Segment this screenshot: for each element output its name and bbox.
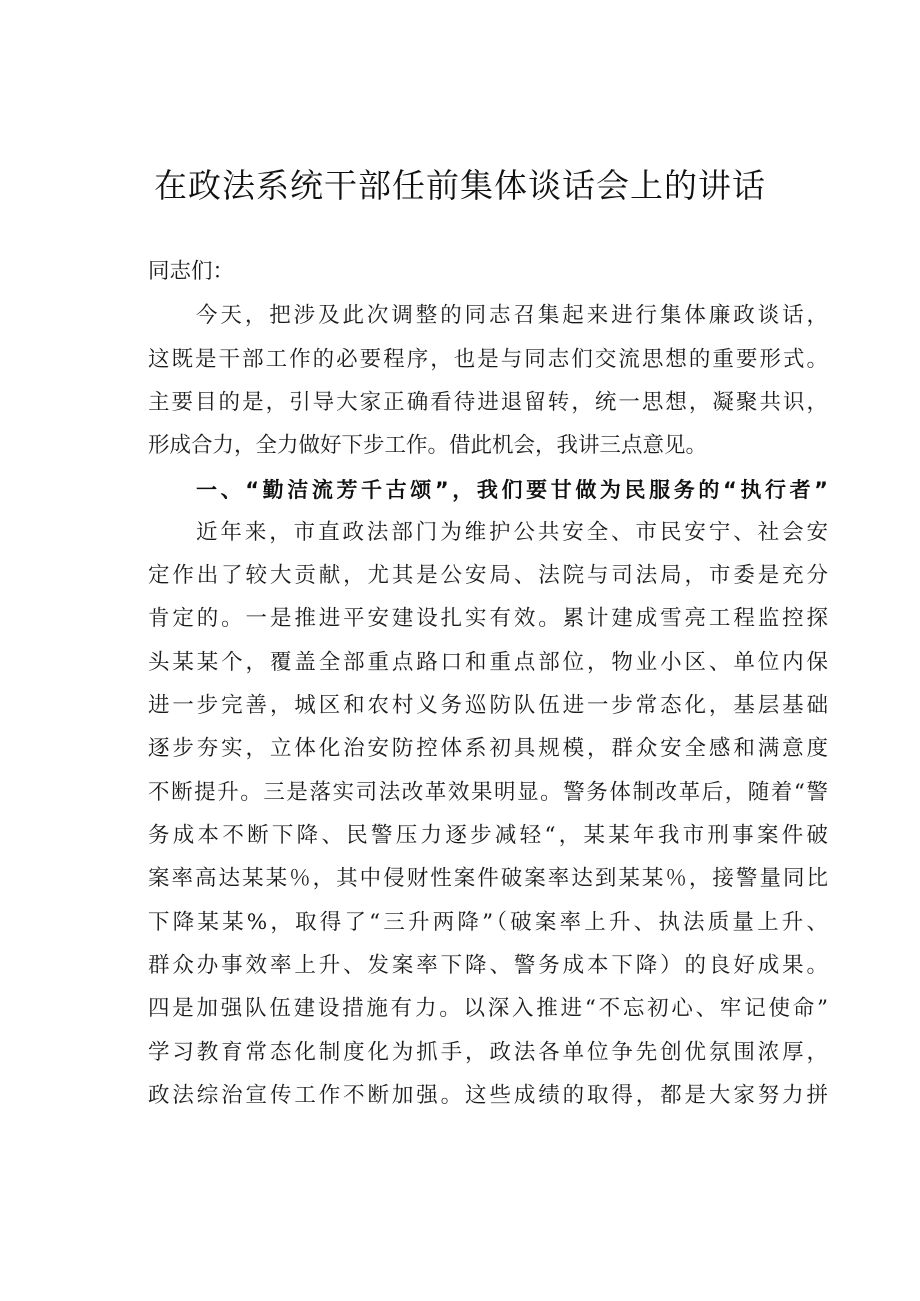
paragraph-line: 进一步完善，城区和农村义务巡防队伍进一步常态化，基层基础 xyxy=(148,693,828,718)
paragraph-line: 群众办事效率上升、发案率下降、警务成本下降）的良好成果。 xyxy=(148,953,828,978)
paragraph-line: 政法综治宣传工作不断加强。这些成绩的取得，都是大家努力拼 xyxy=(148,1083,828,1108)
paragraph-line: 下降某某%，取得了“三升两降”（破案率上升、执法质量上升、 xyxy=(148,910,828,935)
paragraph-line: 逐步夯实，立体化治安防控体系初具规模，群众安全感和满意度 xyxy=(148,736,828,761)
document-title: 在政法系统干部任前集体谈话会上的讲话 xyxy=(154,166,766,205)
salutation: 同志们： xyxy=(148,259,235,284)
paragraph-line: 这既是干部工作的必要程序，也是与同志们交流思想的重要形式。 xyxy=(148,347,828,372)
paragraph-line: 肯定的。一是推进平安建设扎实有效。累计建成雪亮工程监控探 xyxy=(148,606,828,631)
paragraph-line: 主要目的是，引导大家正确看待进退留转，统一思想，凝聚共识， xyxy=(148,390,828,415)
paragraph-line: 务成本不断下降、民警压力逐步减轻“，某某年我市刑事案件破 xyxy=(148,823,828,848)
paragraph-line: 学习教育常态化制度化为抓手，政法各单位争先创优氛围浓厚， xyxy=(148,1040,828,1065)
paragraph-line: 今天，把涉及此次调整的同志召集起来进行集体廉政谈话， xyxy=(196,303,828,328)
paragraph-line: 近年来，市直政法部门为维护公共安全、市民安宁、社会安 xyxy=(196,520,828,545)
paragraph-line: 案率高达某某％，其中侵财性案件破案率达到某某％，接警量同比 xyxy=(148,866,828,891)
paragraph-line: 形成合力，全力做好下步工作。借此机会，我讲三点意见。 xyxy=(148,433,708,458)
section-heading: 一、“勤洁流芳千古颂”，我们要甘做为民服务的“执行者” xyxy=(196,478,828,502)
paragraph-line: 不断提升。三是落实司法改革效果明显。警务体制改革后，随着“警 xyxy=(148,780,828,805)
paragraph-line: 四是加强队伍建设措施有力。以深入推进“不忘初心、牢记使命” xyxy=(148,996,828,1021)
paragraph-line: 定作出了较大贡献，尤其是公安局、法院与司法局，市委是充分 xyxy=(148,563,828,588)
paragraph-line: 头某某个，覆盖全部重点路口和重点部位，物业小区、单位内保 xyxy=(148,650,828,675)
